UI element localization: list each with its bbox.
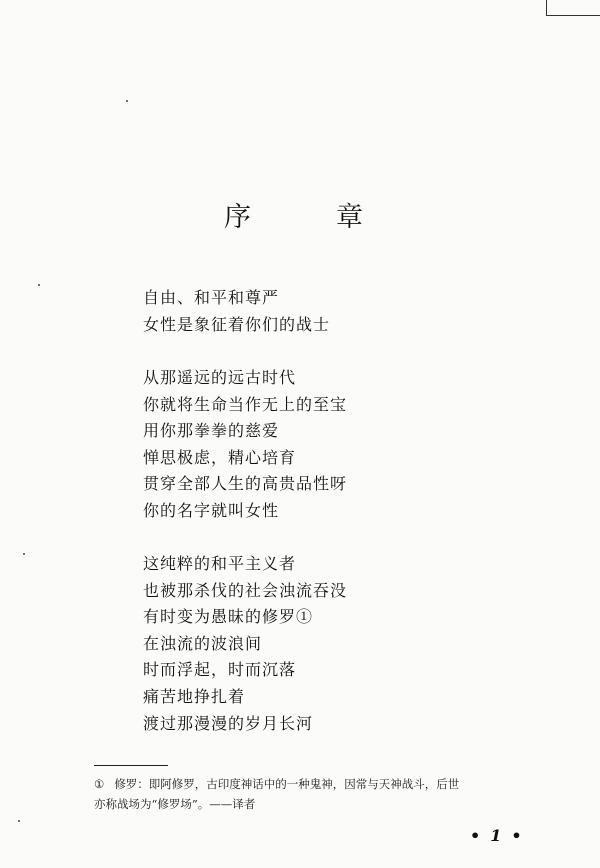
chapter-title-char-2: 章 xyxy=(336,202,363,233)
scan-speck xyxy=(38,284,40,286)
scan-edge-vertical xyxy=(546,0,547,16)
scan-edge-horizontal xyxy=(546,15,600,16)
footnote-line-1 xyxy=(94,774,544,794)
page-number xyxy=(460,824,532,848)
poem-line: 女性是象征着你们的战士 xyxy=(143,314,331,334)
poem-line: 自由、和平和尊严 xyxy=(143,288,280,307)
scan-speck xyxy=(18,820,20,822)
poem-line: 惮思极虑，精心培育 xyxy=(143,447,297,467)
chapter-title xyxy=(0,198,600,238)
poem-line: 这纯粹的和平主义者 xyxy=(143,554,297,573)
poem-line: 也被那杀伐的社会浊流吞没 xyxy=(143,580,348,600)
poem-line: 从那遥远的远古时代 xyxy=(143,368,297,387)
poem-stanza-3 xyxy=(143,551,347,737)
poem-line: 用你那拳拳的慈爱 xyxy=(143,421,280,441)
poem-line: 时而浮起，时而沉落 xyxy=(143,660,297,680)
poem-stanza-2 xyxy=(143,365,347,525)
poem-line: 你的名字就叫女性 xyxy=(143,500,280,520)
poem-stanza-1 xyxy=(143,285,330,338)
footnote-text-1: 修罗：即阿修罗，古印度神话中的一种鬼神，因常与天神战斗，后世 xyxy=(114,777,460,791)
footnote-marker: ① xyxy=(94,777,105,791)
page-number-dot-right: • xyxy=(511,826,522,845)
chapter-title-char-1: 序 xyxy=(224,202,251,233)
poem-line: 渡过那漫漫的岁月长河 xyxy=(143,713,314,733)
footnote-line-2: 亦称战场为“修罗场”。——译者 xyxy=(94,797,256,811)
poem-line: 贯穿全部人生的高贵品性呀 xyxy=(143,474,348,494)
page-number-dot-left: • xyxy=(470,826,481,845)
scan-speck xyxy=(23,553,25,555)
poem-line: 痛苦地挣扎着 xyxy=(143,686,246,706)
page-number-value: 1 xyxy=(490,826,502,845)
poem-line: 在浊流的波浪间 xyxy=(143,633,263,653)
poem-line: 你就将生命当作无上的至宝 xyxy=(143,394,348,414)
footnote-rule xyxy=(94,765,168,766)
scan-speck xyxy=(126,100,128,102)
footnote xyxy=(94,774,544,814)
poem-line: 有时变为愚昧的修罗① xyxy=(143,607,314,627)
